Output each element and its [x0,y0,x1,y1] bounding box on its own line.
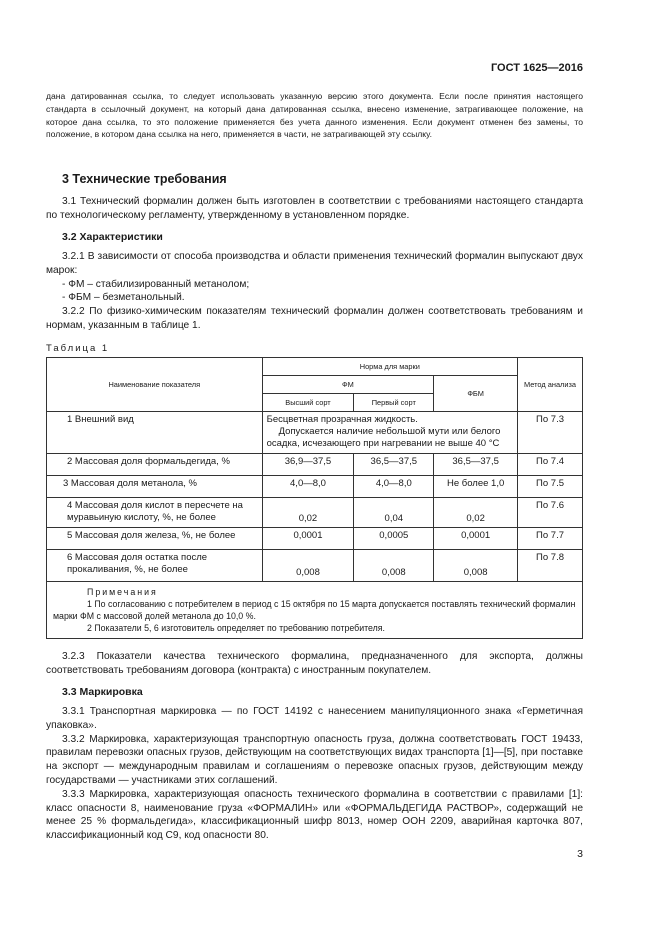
row-first: 0,04 [354,498,434,528]
row-fbm: 0,0001 [434,528,518,550]
subsection-3-2-title: 3.2 Характеристики [62,231,163,243]
table-caption: Таблица 1 [46,343,110,354]
row-fbm: 0,008 [434,550,518,582]
paragraph-3-3-2: 3.3.2 Маркировка, характеризующая транспортную опасность груза, должна соответствовать ГОСТ 19433, правилам перевозки опасных грузов, действующим на соответствующих видах транспорта [1]—[5], при поставке на экспорт — международным правилам и соглашениям о перевозке опасных грузов, действующим между государствами — участниками этих соглашений. [46,733,583,786]
row-method: По 7.8 [518,550,583,582]
table-row [47,550,583,582]
row-top: 4,0—8,0 [262,476,354,498]
row-method: По 7.3 [518,412,583,454]
header-fm: ФМ [262,376,434,394]
page-number: 3 [577,848,583,860]
row-appearance-value [262,412,517,454]
subsection-3-3-title: 3.3 Маркировка [62,686,143,698]
row-fbm: 0,02 [434,498,518,528]
paragraph-3-1: 3.1 Технический формалин должен быть изготовлен в соответствии с требованиями настоящего стандарта по технологическому регламенту, утвержденному в установленном порядке. [46,196,583,221]
standard-code: ГОСТ 1625—2016 [490,62,583,74]
intro-paragraph [46,90,583,141]
row-method: По 7.6 [518,498,583,528]
row-name: 5 Массовая доля железа, %, не более [47,528,263,550]
section-3-1 [46,195,583,223]
section-title: 3 Технические требования [62,172,227,186]
row-method: По 7.7 [518,528,583,550]
paragraph-3-3-3: 3.3.3 Маркировка, характеризующая опасность технического формалина в соответствии с правилами [1]: класс опасности 8, наименование груза «ФОРМАЛИН» или «ФОРМАЛЬДЕГИДА РАСТВОР», содержащий не менее 25 % формальдегида», классификационный шифр 8013, номер ООН 2209, аварийная карточка 807, классификационный код С9, код опасности 80. [46,788,583,842]
row-first: 4,0—8,0 [354,476,434,498]
intro-text: дана датированная ссылка, то следует использовать указанную версию этого документа. Если после принятия настоящего стандарта в ссылочный документ, на который дана датированная ссылка, внесено изменение, затрагивающее положение, на которое дана ссылка, то это положение применяется без учета данного изменения. Если документ отменен без замены, то положение, в котором дана ссылка на него, применяется в части, не затрагивающей эту ссылку. [46,91,583,140]
row-first: 0,008 [354,550,434,582]
paragraph-3-3-1: 3.3.1 Транспортная маркировка — по ГОСТ 14192 с нанесением манипуляционного знака «Герметичная упаковка». [46,706,583,731]
appearance-line2: Допускается наличие небольшой мути или белого осадка, исчезающего при нагревании не выше 40 °С [266,426,501,449]
appearance-line1: Бесцветная прозрачная жидкость. [266,414,418,425]
table-row [47,454,583,476]
row-name: 1 Внешний вид [47,412,263,454]
paragraph-3-2-3: 3.2.3 Показатели качества технического формалина, предназначенного для экспорта, должны соответствовать требованиям договора (контракта) с иностранным покупателем. [46,651,583,676]
row-first: 36,5—37,5 [354,454,434,476]
paragraph-3-2-2: 3.2.2 По физико-химическим показателям технический формалин должен соответствовать требованиям и нормам, указанным в таблице 1. [46,306,583,331]
row-name: 2 Массовая доля формальдегида, % [47,454,263,476]
row-name: 6 Массовая доля остатка после прокаливания, %, не более [47,550,263,582]
row-method: По 7.4 [518,454,583,476]
table-notes [47,582,583,639]
row-first: 0,0005 [354,528,434,550]
characteristics-table [46,357,583,639]
row-name: 4 Массовая доля кислот в пересчете на муравьиную кислоту, %, не более [47,498,263,528]
row-name: 3 Массовая доля метанола, % [47,476,263,498]
table-row [47,528,583,550]
notes-title: Примечания [87,587,158,597]
row-top: 0,008 [262,550,354,582]
row-fbm: 36,5—37,5 [434,454,518,476]
section-3-3 [46,705,583,843]
section-3-2 [46,250,583,333]
paragraph-3-2-1: 3.2.1 В зависимости от способа производства и области применения технический формалин выпускают двух марок: [46,251,583,276]
list-item-fbm: - ФБМ – безметанольный. [62,292,185,304]
section-3-2-3 [46,650,583,678]
row-fbm: Не более 1,0 [434,476,518,498]
header-method: Метод анализа [518,358,583,412]
table-row [47,476,583,498]
note-1: 1 По согласованию с потребителем в период с 15 октября по 15 марта допускается поставлять технический формалин марки ФМ с массовой долей метанола до 10,0 %. [53,599,576,621]
header-top-grade: Высший сорт [262,394,354,412]
row-method: По 7.5 [518,476,583,498]
row-top: 0,0001 [262,528,354,550]
row-top: 36,9—37,5 [262,454,354,476]
note-2: 2 Показатели 5, 6 изготовитель определяет по требованию потребителя. [87,623,385,633]
header-norm: Норма для марки [262,358,517,376]
list-item-fm: - ФМ – стабилизированный метанолом; [62,278,250,290]
header-indicator: Наименование показателя [47,358,263,412]
table-row [47,498,583,528]
row-top: 0,02 [262,498,354,528]
table-row [47,412,583,454]
header-fbm: ФБМ [434,376,518,412]
header-first-grade: Первый сорт [354,394,434,412]
